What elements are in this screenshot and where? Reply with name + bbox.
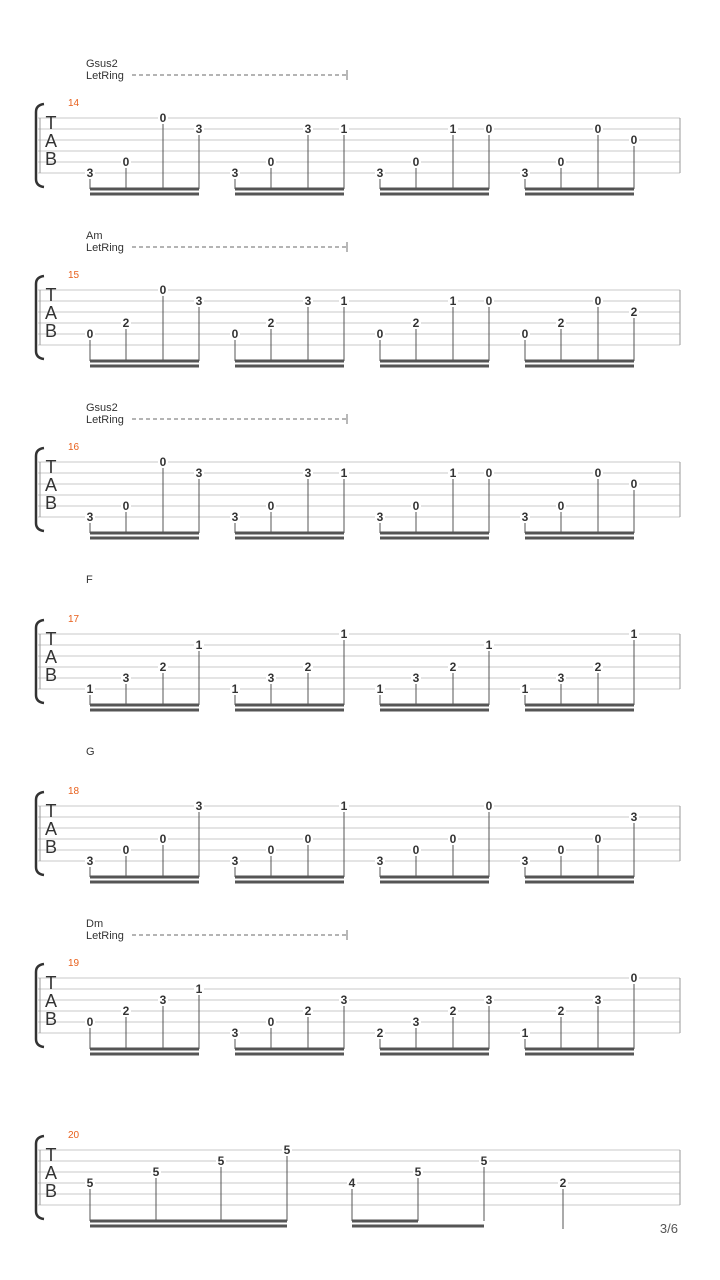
fret-number: 3 — [122, 671, 130, 685]
fret-number: 3 — [521, 510, 529, 524]
fret-number: 1 — [195, 638, 203, 652]
tab-clef-letter: T — [45, 285, 57, 305]
fret-number: 2 — [122, 1004, 130, 1018]
fret-number: 0 — [630, 133, 638, 147]
fret-number: 5 — [480, 1154, 488, 1168]
fret-number: 0 — [267, 1015, 275, 1029]
tab-system-20 — [36, 1130, 680, 1229]
fret-number: 3 — [594, 993, 602, 1007]
beam — [90, 532, 199, 535]
fret-number: 1 — [340, 294, 348, 308]
fret-number: 2 — [267, 316, 275, 330]
beam — [380, 1048, 489, 1051]
chord-name: Gsus2 — [86, 58, 118, 70]
fret-number: 2 — [557, 1004, 565, 1018]
tab-system-16 — [36, 402, 680, 540]
fret-number: 0 — [594, 466, 602, 480]
beam — [525, 881, 634, 884]
tab-clef-letter: B — [44, 1009, 58, 1029]
fret-number: 2 — [449, 1004, 457, 1018]
tab-clef-letter: T — [45, 113, 57, 133]
fret-number: 3 — [195, 799, 203, 813]
fret-number: 1 — [485, 638, 493, 652]
fret-number: 5 — [217, 1154, 225, 1168]
measure-number: 18 — [68, 786, 80, 797]
fret-number: 3 — [304, 294, 312, 308]
fret-number: 0 — [449, 832, 457, 846]
fret-number: 4 — [348, 1176, 356, 1190]
let-ring-label: LetRing — [86, 242, 124, 254]
fret-number: 1 — [630, 627, 638, 641]
fret-number: 2 — [449, 660, 457, 674]
tab-clef-letter: T — [45, 457, 57, 477]
measure-number: 20 — [68, 1130, 80, 1141]
fret-number: 0 — [86, 327, 94, 341]
fret-number: 0 — [485, 122, 493, 136]
beam — [380, 193, 489, 196]
tab-clef-letter: A — [44, 303, 58, 323]
beam — [90, 881, 199, 884]
fret-number: 3 — [86, 854, 94, 868]
fret-number: 0 — [557, 843, 565, 857]
fret-number: 0 — [86, 1015, 94, 1029]
page-number: 3/6 — [659, 1221, 678, 1236]
beam — [380, 876, 489, 879]
tab-clef-letter: B — [44, 493, 58, 513]
fret-number: 3 — [195, 122, 203, 136]
fret-number: 1 — [449, 122, 457, 136]
beam — [90, 1225, 287, 1228]
fret-number: 3 — [557, 671, 565, 685]
tab-system-15 — [36, 230, 680, 368]
beam — [90, 876, 199, 879]
fret-number: 2 — [594, 660, 602, 674]
fret-number: 3 — [340, 993, 348, 1007]
fret-number: 1 — [340, 466, 348, 480]
chord-name: Gsus2 — [86, 402, 118, 414]
beam — [380, 360, 489, 363]
fret-number: 5 — [86, 1176, 94, 1190]
beam — [90, 360, 199, 363]
tab-clef-letter: B — [44, 1181, 58, 1201]
fret-number: 3 — [485, 993, 493, 1007]
fret-number: 0 — [412, 499, 420, 513]
beam — [235, 193, 344, 196]
fret-number: 0 — [557, 499, 565, 513]
beam — [352, 1225, 484, 1228]
fret-number: 3 — [267, 671, 275, 685]
beam — [235, 1053, 344, 1056]
tab-clef-letter: B — [44, 837, 58, 857]
fret-number: 3 — [231, 1026, 239, 1040]
beam — [525, 365, 634, 368]
fret-number: 3 — [86, 166, 94, 180]
beam — [90, 1220, 287, 1223]
beam — [90, 193, 199, 196]
beam — [90, 709, 199, 712]
fret-number: 0 — [159, 111, 167, 125]
fret-number: 3 — [376, 510, 384, 524]
tab-clef-letter: A — [44, 131, 58, 151]
tab-clef-letter: T — [45, 973, 57, 993]
fret-number: 0 — [485, 799, 493, 813]
beam — [235, 881, 344, 884]
tab-clef-letter: T — [45, 801, 57, 821]
fret-number: 0 — [630, 477, 638, 491]
fret-number: 0 — [594, 122, 602, 136]
fret-number: 0 — [376, 327, 384, 341]
tab-clef-letter: T — [45, 629, 57, 649]
beam — [90, 1053, 199, 1056]
fret-number: 0 — [231, 327, 239, 341]
beam — [525, 532, 634, 535]
fret-number: 0 — [159, 832, 167, 846]
fret-number: 3 — [412, 1015, 420, 1029]
fret-number: 3 — [231, 510, 239, 524]
fret-number: 2 — [412, 316, 420, 330]
fret-number: 3 — [521, 854, 529, 868]
fret-number: 0 — [267, 499, 275, 513]
fret-number: 5 — [283, 1143, 291, 1157]
measure-number: 15 — [68, 270, 80, 281]
beam — [235, 1048, 344, 1051]
beam — [525, 188, 634, 191]
fret-number: 3 — [304, 466, 312, 480]
fret-number: 2 — [122, 316, 130, 330]
tab-clef-letter: A — [44, 991, 58, 1011]
fret-number: 3 — [195, 466, 203, 480]
tab-system-18 — [36, 746, 680, 884]
beam — [525, 876, 634, 879]
fret-number: 0 — [267, 155, 275, 169]
fret-number: 3 — [376, 854, 384, 868]
fret-number: 0 — [594, 294, 602, 308]
fret-number: 2 — [630, 305, 638, 319]
beam — [380, 1053, 489, 1056]
tab-clef-letter: B — [44, 149, 58, 169]
fret-number: 1 — [521, 1026, 529, 1040]
fret-number: 1 — [376, 682, 384, 696]
fret-number: 1 — [449, 294, 457, 308]
tab-clef-letter: A — [44, 647, 58, 667]
fret-number: 0 — [485, 466, 493, 480]
fret-number: 2 — [304, 660, 312, 674]
let-ring-label: LetRing — [86, 70, 124, 82]
chord-name: F — [86, 574, 93, 586]
fret-number: 1 — [195, 982, 203, 996]
fret-number: 0 — [122, 499, 130, 513]
fret-number: 3 — [195, 294, 203, 308]
tab-clef-letter: A — [44, 819, 58, 839]
fret-number: 0 — [630, 971, 638, 985]
measure-number: 17 — [68, 614, 80, 625]
fret-number: 0 — [267, 843, 275, 857]
beam — [235, 537, 344, 540]
beam — [235, 188, 344, 191]
tab-system-19 — [36, 918, 680, 1056]
let-ring-label: LetRing — [86, 930, 124, 942]
beam — [235, 876, 344, 879]
fret-number: 1 — [521, 682, 529, 696]
fret-number: 3 — [86, 510, 94, 524]
beam — [90, 365, 199, 368]
fret-number: 1 — [231, 682, 239, 696]
beam — [235, 360, 344, 363]
beam — [235, 704, 344, 707]
fret-number: 2 — [559, 1176, 567, 1190]
fret-number: 2 — [304, 1004, 312, 1018]
beam — [525, 1048, 634, 1051]
fret-number: 3 — [159, 993, 167, 1007]
measure-number: 19 — [68, 958, 80, 969]
fret-number: 3 — [376, 166, 384, 180]
beam — [235, 709, 344, 712]
fret-number: 3 — [412, 671, 420, 685]
beam — [525, 1053, 634, 1056]
fret-number: 3 — [304, 122, 312, 136]
fret-number: 0 — [122, 843, 130, 857]
fret-number: 1 — [449, 466, 457, 480]
beam — [90, 704, 199, 707]
fret-number: 0 — [304, 832, 312, 846]
beam — [90, 537, 199, 540]
fret-number: 5 — [152, 1165, 160, 1179]
beam — [90, 188, 199, 191]
fret-number: 2 — [376, 1026, 384, 1040]
fret-number: 1 — [340, 627, 348, 641]
measure-number: 14 — [68, 98, 80, 109]
chord-name: Dm — [86, 918, 104, 930]
chord-name: Am — [86, 230, 103, 242]
tab-system-14 — [36, 58, 680, 196]
beam — [380, 709, 489, 712]
tab-clef-letter: T — [45, 1145, 57, 1165]
fret-number: 0 — [122, 155, 130, 169]
beam — [90, 1048, 199, 1051]
fret-number: 2 — [557, 316, 565, 330]
fret-number: 5 — [414, 1165, 422, 1179]
beam — [380, 881, 489, 884]
beam — [380, 532, 489, 535]
chord-name: G — [86, 746, 95, 758]
tab-clef-letter: A — [44, 475, 58, 495]
fret-number: 0 — [159, 455, 167, 469]
tab-clef-letter: B — [44, 665, 58, 685]
beam — [380, 537, 489, 540]
fret-number: 1 — [340, 122, 348, 136]
beam — [380, 365, 489, 368]
tab-system-17 — [36, 574, 680, 712]
fret-number: 1 — [86, 682, 94, 696]
fret-number: 3 — [521, 166, 529, 180]
beam — [525, 704, 634, 707]
beam — [525, 537, 634, 540]
beam — [525, 193, 634, 196]
fret-number: 1 — [340, 799, 348, 813]
fret-number: 3 — [231, 166, 239, 180]
fret-number: 0 — [485, 294, 493, 308]
beam — [235, 365, 344, 368]
beam — [352, 1220, 418, 1223]
beam — [380, 188, 489, 191]
fret-number: 0 — [594, 832, 602, 846]
fret-number: 0 — [412, 843, 420, 857]
fret-number: 2 — [159, 660, 167, 674]
fret-number: 0 — [159, 283, 167, 297]
fret-number: 3 — [231, 854, 239, 868]
beam — [380, 704, 489, 707]
fret-number: 0 — [557, 155, 565, 169]
tab-clef-letter: A — [44, 1163, 58, 1183]
tab-clef-letter: B — [44, 321, 58, 341]
fret-number: 3 — [630, 810, 638, 824]
beam — [235, 532, 344, 535]
beam — [525, 709, 634, 712]
fret-number: 0 — [521, 327, 529, 341]
measure-number: 16 — [68, 442, 80, 453]
beam — [525, 360, 634, 363]
fret-number: 0 — [412, 155, 420, 169]
let-ring-label: LetRing — [86, 414, 124, 426]
